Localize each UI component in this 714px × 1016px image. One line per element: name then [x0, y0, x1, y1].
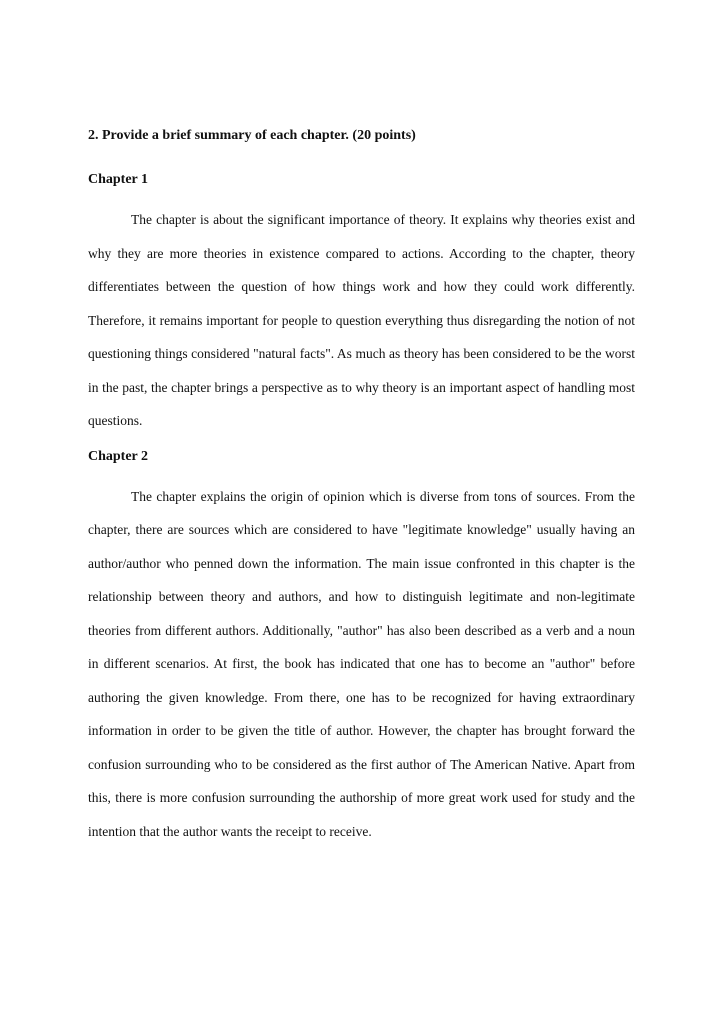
chapter-2-summary: The chapter explains the origin of opinion which is diverse from tons of sources. From the chapter, there are sources which are considered to have "legitimate knowledge" usually having an author/author who penned down the information. The main issue confronted in this chapter is the relationship between theory and authors, and how to distinguish legitimate and non-legitimate theories from different authors. Additionally, "author" has also been described as a verb and a noun in different scenarios. At first, the book has indicated that one has to become an "author" before authoring the given knowledge. From there, one has to be recognized for having extraordinary information in order to be given the title of author. However, the chapter has brought forward the confusion surrounding who to be considered as the first author of The American Native. Apart from this, there is more confusion surrounding the authorship of more great work used for study and the intention that the author wants the receipt to receive.: [88, 488, 635, 839]
chapter-1-summary: The chapter is about the significant importance of theory. It explains why theories exist and why they are more theories in existence compared to actions. According to the chapter, theory differentiates between the question of how things work and how they could work differently. Therefore, it remains important for people to question everything thus disregarding the notion of not questioning things considered "natural facts". As much as theory has been considered to be the worst in the past, the chapter brings a perspective as to why theory is an important aspect of handling most questions.: [88, 212, 635, 428]
chapter-1-heading: Chapter 1: [88, 172, 149, 187]
document-content: [88, 126, 635, 857]
chapter-2-heading: Chapter 2: [88, 448, 149, 464]
question-heading: 2. Provide a brief summary of each chapter. (20 points): [88, 128, 416, 143]
